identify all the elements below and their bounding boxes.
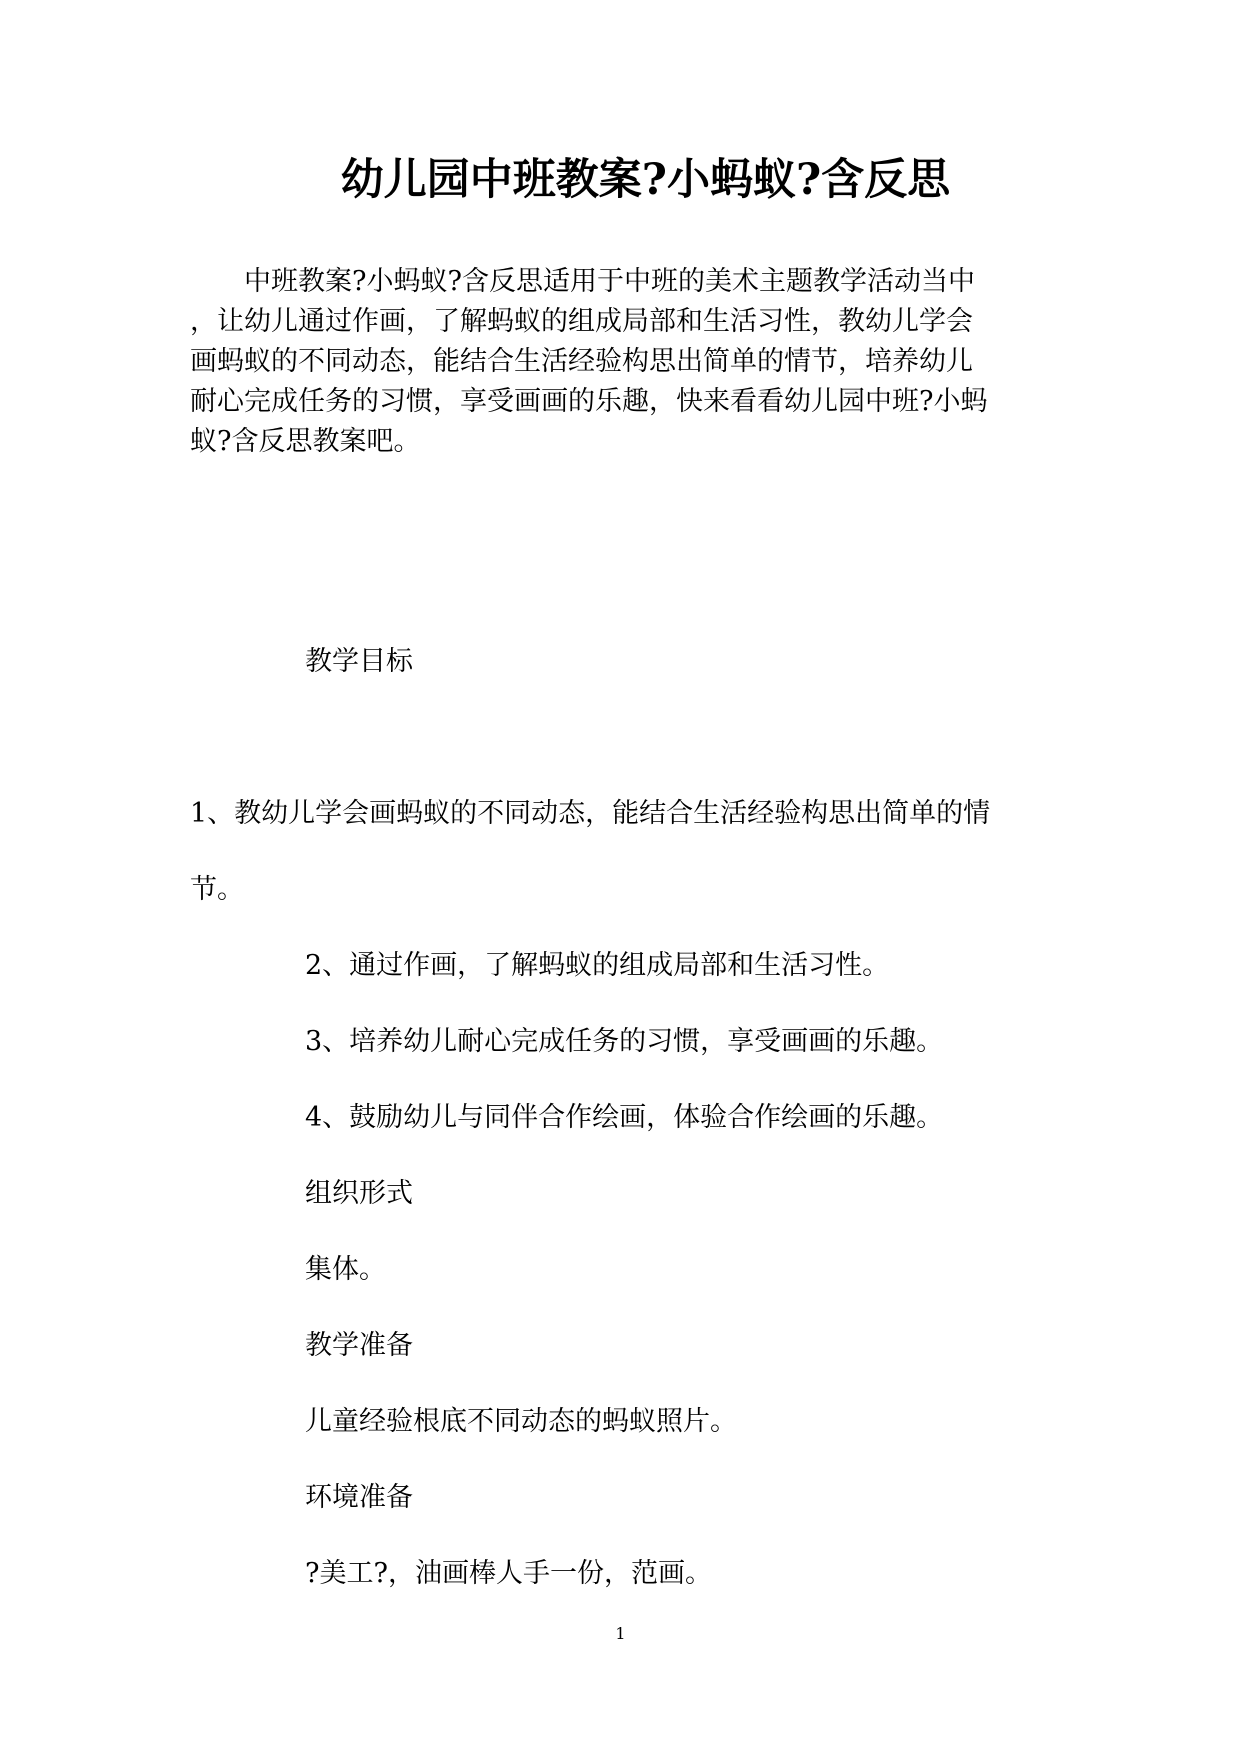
- heading-environment-preparation: 环境准备: [305, 1482, 413, 1513]
- intro-line: 中班教案?小蚂蚁?含反思适用于中班的美术主题教学活动当中: [190, 266, 975, 297]
- intro-line: 画蚂蚁的不同动态，能结合生活经验构思出简单的情节，培养幼儿: [190, 346, 973, 377]
- heading-organization-form: 组织形式: [305, 1178, 413, 1209]
- intro-line: ，让幼儿通过作画，了解蚂蚁的组成局部和生活习性，教幼儿学会: [190, 306, 973, 337]
- goal-item-1: 1、教幼儿学会画蚂蚁的不同动态，能结合生活经验构思出简单的情: [190, 798, 991, 829]
- page-title: 幼儿园中班教案?小蚂蚁?含反思: [340, 155, 951, 205]
- heading-teaching-goals: 教学目标: [305, 646, 413, 677]
- heading-teaching-preparation: 教学准备: [305, 1330, 413, 1361]
- intro-paragraph: [190, 262, 1050, 462]
- goal-item-2: 2、通过作画，了解蚂蚁的组成局部和生活习性。: [305, 950, 890, 981]
- environment-preparation-value: ?美工?，油画棒人手一份，范画。: [305, 1558, 712, 1589]
- intro-line: 蚁?含反思教案吧。: [190, 426, 421, 457]
- page-number: 1: [615, 1624, 626, 1643]
- teaching-preparation-value: 儿童经验根底不同动态的蚂蚁照片。: [305, 1406, 737, 1437]
- organization-form-value: 集体。: [305, 1254, 386, 1285]
- goal-item-3: 3、培养幼儿耐心完成任务的习惯，享受画画的乐趣。: [305, 1026, 944, 1057]
- goal-item-4: 4、鼓励幼儿与同伴合作绘画，体验合作绘画的乐趣。: [305, 1102, 944, 1133]
- intro-line: 耐心完成任务的习惯，享受画画的乐趣，快来看看幼儿园中班?小蚂: [190, 386, 988, 417]
- goal-item-1-continued: 节。: [190, 874, 244, 905]
